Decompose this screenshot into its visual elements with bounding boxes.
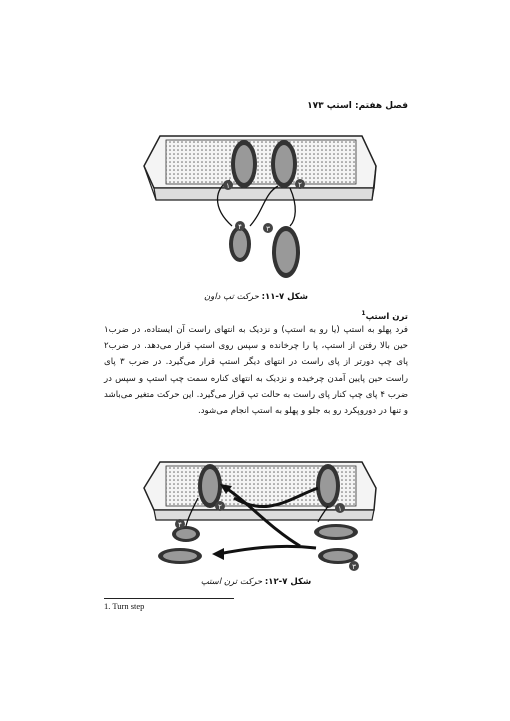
shoe-floor-left-lower bbox=[158, 548, 202, 564]
figure-caption-1 bbox=[104, 292, 408, 302]
shoe-right-on-step bbox=[316, 464, 340, 508]
svg-text:۱: ۱ bbox=[338, 505, 342, 513]
shoe-floor-left-upper bbox=[172, 526, 200, 542]
step-badge-4 bbox=[235, 221, 245, 231]
section-heading bbox=[104, 310, 408, 322]
svg-text:۲: ۲ bbox=[218, 503, 222, 511]
step-badge-4 bbox=[175, 519, 185, 529]
shoe-floor-right-upper bbox=[314, 524, 358, 540]
figure-caption-2 bbox=[104, 577, 408, 587]
step-badge-2 bbox=[295, 179, 305, 189]
chapter-title: فصل هفتم: استپ bbox=[326, 101, 408, 111]
step-surface bbox=[166, 140, 356, 184]
shoe-right-floor bbox=[272, 226, 300, 278]
svg-text:۳: ۳ bbox=[266, 225, 270, 233]
shoe-left-on-step bbox=[231, 140, 257, 188]
shoe-left-floor bbox=[229, 226, 251, 262]
section-title: ترن استپ bbox=[365, 311, 408, 322]
svg-text:۳: ۳ bbox=[352, 563, 356, 571]
step-platform-illustration bbox=[140, 128, 378, 286]
step-badge-1 bbox=[335, 503, 345, 513]
page-number: ۱۷۳ bbox=[307, 101, 324, 111]
svg-text:۲: ۲ bbox=[298, 181, 302, 189]
svg-text:۴: ۴ bbox=[238, 223, 242, 231]
caption-label: شکل ۷-۱۱: bbox=[261, 292, 309, 302]
svg-text:۴: ۴ bbox=[178, 521, 182, 529]
shoe-right-on-step bbox=[271, 140, 297, 188]
caption-text: حرکت تپ داون bbox=[203, 292, 259, 302]
footnote-divider bbox=[104, 598, 234, 599]
figure-tap-down bbox=[140, 128, 378, 286]
arrow-big-3 bbox=[218, 546, 316, 554]
caption-text: حرکت ترن استپ bbox=[200, 577, 263, 587]
svg-text:۱: ۱ bbox=[226, 182, 230, 190]
figure-turn-step bbox=[140, 458, 378, 574]
step-badge-2 bbox=[215, 501, 225, 511]
turn-step-illustration bbox=[140, 458, 378, 574]
footnote-marker: 1 bbox=[361, 310, 366, 317]
caption-label: شکل ۷-۱۲: bbox=[264, 577, 312, 587]
step-badge-3 bbox=[349, 561, 359, 571]
step-badge-3 bbox=[263, 223, 273, 233]
body-paragraph: فرد پهلو به استپ (یا رو به استپ) و نزدیک به انتهای راست آن ایستاده، در ضرب۱ حین بالا رفتن از استپ، پا را چرخانده و سپس روی استپ قرار می‌دهد. در ضرب۲ پای چپ دورتر از پای راست در انتهای دیگر استپ قرار می‌گیرد. در ضرب ۳ پای راست حین پایین آمدن چرخیده و نزدیک به انتهای کناره سمت چپ استپ و سپس در ضرب ۴ پای چپ کنار پای راست به حالت تپ قرار می‌گیرد. این حرکت متغیر می‌باشد و تنها در دوروپکرد رو به جلو و پهلو به استپ انجام می‌شود. bbox=[104, 325, 409, 417]
footnote: 1. Turn step bbox=[104, 601, 145, 611]
step-badge-1 bbox=[223, 180, 233, 190]
running-header bbox=[104, 101, 408, 111]
